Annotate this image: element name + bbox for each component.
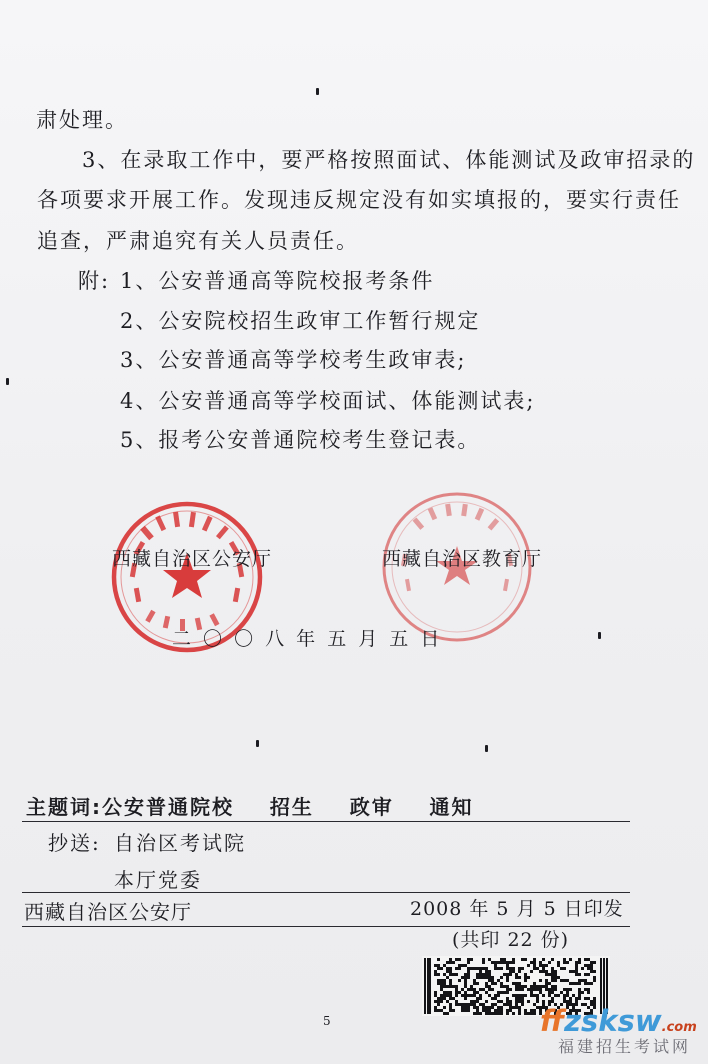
issue-date: 2008 年 5 月 5 日印发 bbox=[410, 898, 624, 920]
signer-public-security: 西藏自治区公安厅 bbox=[112, 548, 273, 570]
attachment-item-3: 3、公安普通高等学校考生政审表; bbox=[120, 348, 467, 372]
cc-recipient-2: 本厅党委 bbox=[114, 868, 202, 892]
speck bbox=[6, 378, 9, 385]
cc-recipient-1: 自治区考试院 bbox=[114, 831, 246, 855]
watermark-tagline: 福建招生考试网 bbox=[558, 1037, 692, 1056]
speck bbox=[256, 740, 259, 747]
body-line-2: 3、在录取工作中，要严格按照面试、体能测试及政审招录的 bbox=[82, 148, 696, 172]
attachments-label: 附: bbox=[78, 269, 111, 293]
attachment-item-4: 4、公安普通高等学校面试、体能测试表; bbox=[120, 389, 536, 413]
attachment-item-1: 1、公安普通高等院校报考条件 bbox=[120, 269, 435, 293]
subject-terms: 公安普通院校 招生 政审 通知 bbox=[102, 795, 474, 819]
document-date: 二 〇 〇 八 年 五 月 五 日 bbox=[172, 628, 441, 650]
cc-label: 抄送: bbox=[48, 831, 101, 855]
speck bbox=[598, 632, 601, 639]
body-line-4: 追查，严肃追究有关人员责任。 bbox=[37, 229, 359, 253]
subject-label-text: 主题词: bbox=[26, 795, 102, 819]
watermark-brand: ffzsksw.com bbox=[540, 1004, 697, 1038]
site-watermark bbox=[540, 994, 708, 1064]
speck bbox=[316, 88, 319, 95]
copies-count: (共印 22 份) bbox=[452, 929, 570, 951]
signer-education: 西藏自治区教育厅 bbox=[382, 548, 543, 570]
subject-label bbox=[26, 797, 474, 817]
footer-rule-bottom bbox=[22, 926, 630, 927]
body-line-3: 各项要求开展工作。发现违反规定没有如实填报的，要实行责任 bbox=[37, 188, 681, 212]
page-number: 5 bbox=[323, 1014, 331, 1028]
speck bbox=[485, 745, 488, 752]
footer-rule-mid bbox=[22, 892, 630, 893]
attachment-item-5: 5、报考公安普通院校考生登记表。 bbox=[120, 428, 481, 452]
attachment-item-2: 2、公安院校招生政审工作暂行规定 bbox=[120, 309, 481, 333]
body-line-1: 肃处理。 bbox=[36, 108, 128, 132]
issuer: 西藏自治区公安厅 bbox=[24, 900, 192, 924]
footer-rule-top bbox=[22, 821, 630, 822]
